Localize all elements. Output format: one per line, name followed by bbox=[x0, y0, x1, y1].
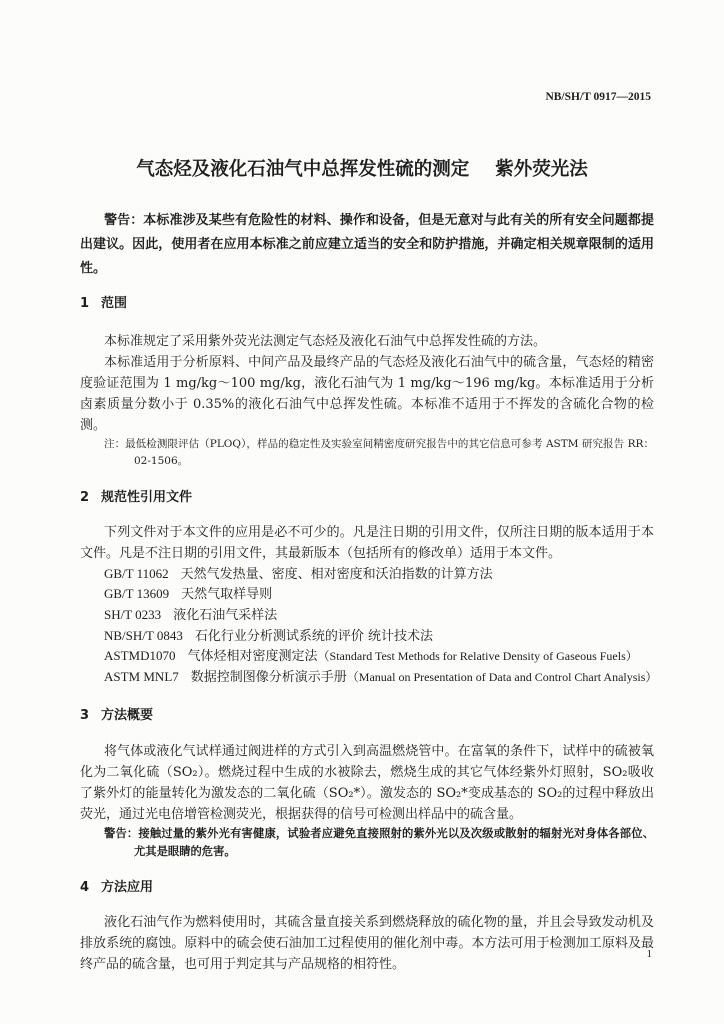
uv-warning: 警告：接触过量的紫外光有害健康，试验者应避免直接照射的紫外光以及次级或散射的辐射光对身体各部位、尤其是眼睛的危害。 bbox=[104, 826, 654, 858]
reference-title: 石化行业分析测试系统的评价 统计技术法 bbox=[194, 628, 433, 644]
reference-item bbox=[104, 605, 654, 626]
reference-item bbox=[104, 564, 654, 585]
method-summary-paragraph: 将气体或液化气试样通过阀进样的方式引入到高温燃烧管中。在富氧的条件下，试样中的硫被氧化为二氧化硫（SO₂）。燃烧过程中生成的水被除去，燃烧生成的其它气体经紫外灯照射，SO₂吸收了紫外灯的能量转化为激发态的二氧化硫（SO₂*）。激发态的 SO₂*变成基态的 SO₂的过程中释放出荧光，通过光电倍增管检测荧光，根据获得的信号可检测出样品中的硫含量。 bbox=[80, 743, 654, 822]
reference-item bbox=[104, 667, 658, 688]
section-3-heading bbox=[80, 705, 654, 726]
section-4-heading bbox=[80, 877, 654, 898]
section-2-heading bbox=[80, 487, 654, 508]
document-title bbox=[0, 159, 724, 181]
document-body bbox=[80, 209, 658, 975]
reference-list bbox=[80, 564, 658, 688]
section-3-number: 3 bbox=[80, 707, 90, 723]
section-1-heading bbox=[80, 293, 654, 314]
reference-code: ASTMD1070 bbox=[104, 648, 176, 664]
safety-warning: 警告：本标准涉及某些有危险性的材料、操作和设备，但是无意对与此有关的所有安全问题都提出建议。因此，使用者在应用本标准之前应建立适当的安全和防护措施，并确定相关规章限制的适用性。 bbox=[80, 213, 654, 276]
page-number: 1 bbox=[646, 948, 652, 960]
reference-english-title: （Manual on Presentation of Data and Control Chart Analysis） bbox=[346, 670, 658, 685]
section-4-title: 方法应用 bbox=[101, 879, 154, 895]
references-intro-paragraph: 下列文件对于本文件的应用是必不可少的。凡是注日期的引用文件，仅所注日期的版本适用于本文件。凡是不注日期的引用文件，其最新版本（包括所有的修改单）适用于本文件。 bbox=[80, 524, 654, 561]
reference-title: 气体烃相对密度测定法 bbox=[187, 649, 318, 665]
reference-code: GB/T 11062 bbox=[104, 565, 169, 581]
section-1-number: 1 bbox=[80, 295, 90, 311]
reference-title: 天然气发热量、密度、相对密度和沃泊指数的计算方法 bbox=[180, 566, 493, 582]
standard-code: NB/SH/T 0917—2015 bbox=[545, 91, 651, 103]
section-2-number: 2 bbox=[80, 489, 90, 505]
method-application-paragraph: 液化石油气作为燃料使用时，其硫含量直接关系到燃烧释放的硫化物的量，并且会导致发动机及排放系统的腐蚀。原料中的硫会使石油加工过程使用的催化剂中毒。本方法可用于检测加工原料及最终产品的硫含量，也可用于判定其与产品规格的相符性。 bbox=[80, 914, 654, 972]
title-main: 气态烃及液化石油气中总挥发性硫的测定 bbox=[136, 159, 470, 180]
reference-code: GB/T 13609 bbox=[104, 586, 170, 602]
section-2-title: 规范性引用文件 bbox=[101, 489, 193, 505]
reference-item bbox=[104, 626, 654, 647]
scope-paragraph-2: 本标准适用于分析原料、中间产品及最终产品的气态烃及液化石油气中的硫含量，气态烃的精密度验证范围为 1 mg/kg～100 mg/kg，液化石油气为 1 mg/kg～196 mg/kg。本标准适用于分析卤素质量分数小于 0.35%的液化石油气中总挥发性硫。本标准不适用于不挥发的含硫化合物的检测。 bbox=[80, 354, 654, 433]
reference-title: 天然气取样导则 bbox=[181, 587, 273, 603]
reference-code: NB/SH/T 0843 bbox=[104, 627, 183, 643]
scope-note: 注：最低检测限评估（PLOQ），样品的稳定性及实验室间精密度研究报告中的其它信息可参考 ASTM 研究报告 RR：02-1506。 bbox=[104, 437, 654, 467]
section-1-title: 范围 bbox=[101, 295, 128, 311]
section-4-number: 4 bbox=[80, 879, 90, 895]
reference-title: 数据控制图像分析演示手册 bbox=[190, 670, 347, 686]
reference-item bbox=[104, 646, 654, 667]
reference-code: ASTM MNL7 bbox=[104, 669, 179, 685]
reference-code: SH/T 0233 bbox=[104, 606, 162, 622]
reference-item bbox=[104, 584, 654, 605]
section-3-title: 方法概要 bbox=[101, 707, 154, 723]
reference-title: 液化石油气采样法 bbox=[173, 607, 278, 623]
scope-paragraph-1: 本标准规定了采用紫外荧光法测定气态烃及液化石油气中总挥发性硫的方法。 bbox=[104, 333, 547, 349]
title-method: 紫外荧光法 bbox=[495, 159, 588, 180]
reference-english-title: （Standard Test Methods for Relative Density of Gaseous Fuels） bbox=[317, 649, 638, 664]
